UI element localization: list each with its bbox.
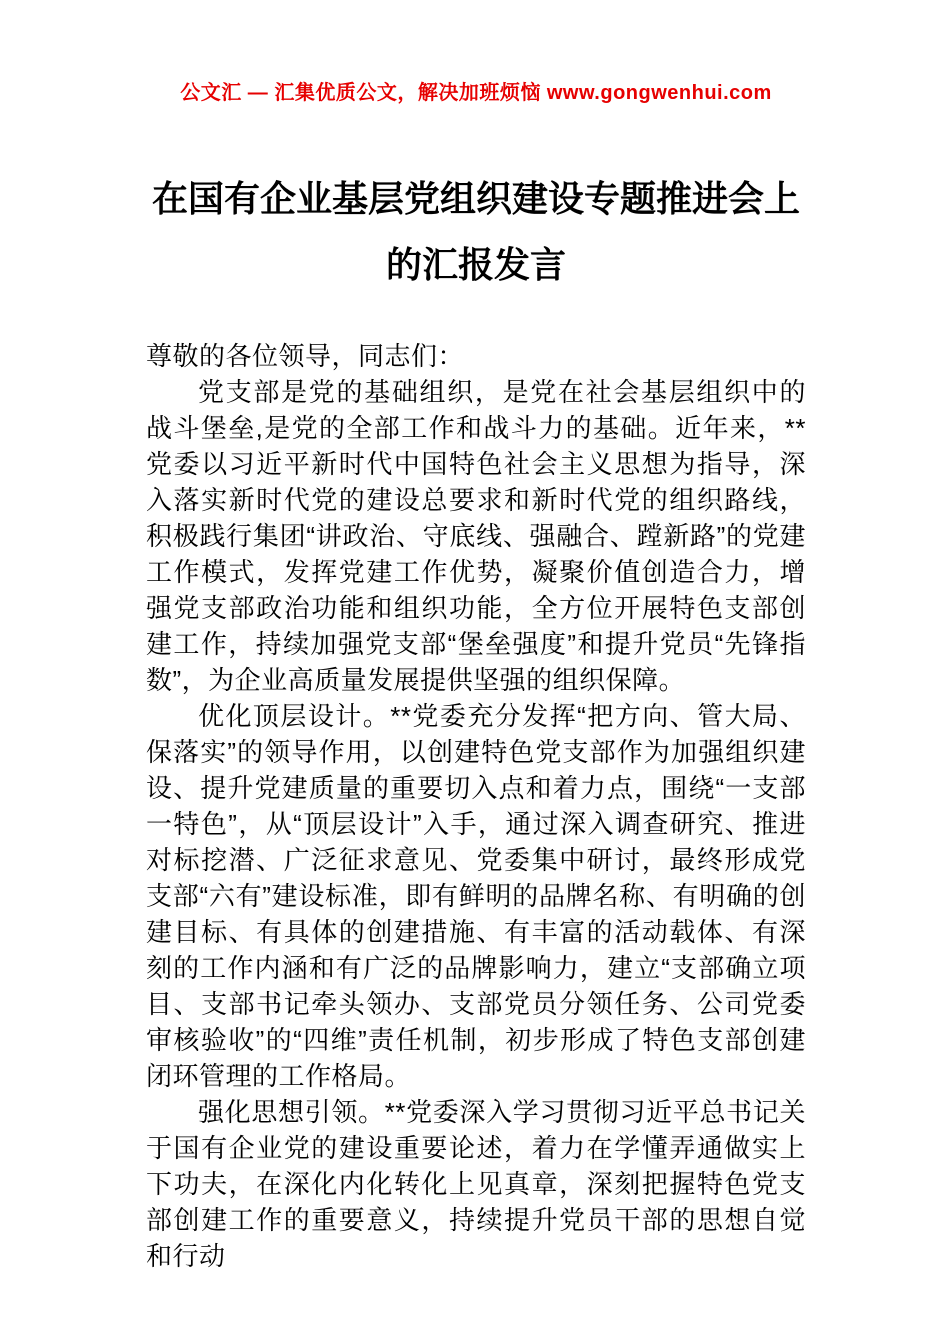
paragraph: 强化思想引领。**党委深入学习贯彻习近平总书记关于国有企业党的建设重要论述，着力在学懂弄通做实上下功夫，在深化内化转化上见真章，深刻把握特色党支部创建工作的重要意义，持续提升党员干部的思想自觉和行动 (146, 1097, 806, 1271)
document-body (146, 338, 806, 1274)
paragraph: 尊敬的各位领导，同志们： (146, 341, 465, 371)
paragraph: 优化顶层设计。**党委充分发挥“把方向、管大局、保落实”的领导作用，以创建特色党支部作为加强组织建设、提升党建质量的重要切入点和着力点，围绕“一支部一特色”，从“顶层设计”入手，通过深入调查研究、推进对标挖潜、广泛征求意见、党委集中研讨，最终形成党支部“六有”建设标准，即有鲜明的品牌名称、有明确的创建目标、有具体的创建措施、有丰富的活动载体、有深刻的工作内涵和有广泛的品牌影响力，建立“支部确立项目、支部书记牵头领办、支部党员分领任务、公司党委审核验收”的“四维”责任机制，初步形成了特色支部创建闭环管理的工作格局。 (146, 701, 806, 1091)
watermark-banner: 公文汇 — 汇集优质公文，解决加班烦恼 www.gongwenhui.com (180, 82, 772, 104)
document-title: 在国有企业基层党组织建设专题推进会上的汇报发言 (151, 178, 800, 285)
paragraph: 党支部是党的基础组织，是党在社会基层组织中的战斗堡垒,是党的全部工作和战斗力的基础。近年来，**党委以习近平新时代中国特色社会主义思想为指导，深入落实新时代党的建设总要求和新时代党的组织路线，积极践行集团“讲政治、守底线、强融合、蹚新路”的党建工作模式，发挥党建工作优势，凝聚价值创造合力，增强党支部政治功能和组织功能，全方位开展特色支部创建工作，持续加强党支部“堡垒强度”和提升党员“先锋指数”，为企业高质量发展提供坚强的组织保障。 (146, 377, 806, 695)
